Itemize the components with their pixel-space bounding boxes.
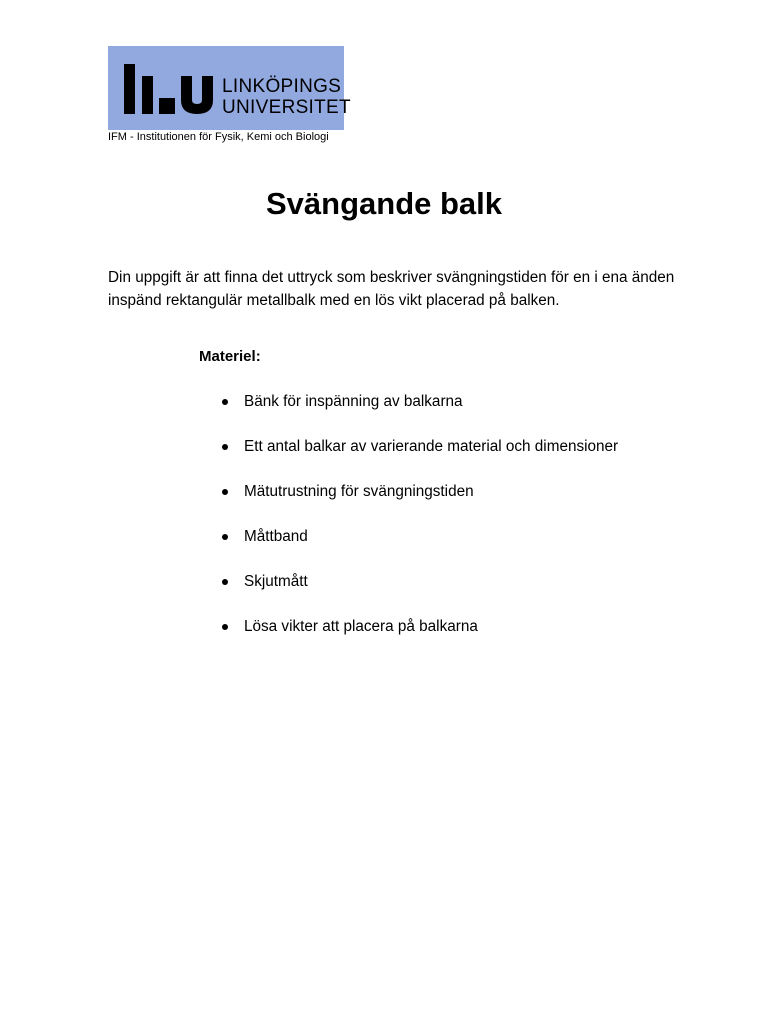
bullet-icon: [222, 534, 228, 540]
list-item-text: Skjutmått: [244, 573, 308, 590]
list-item-text: Ett antal balkar av varierande material och dimensioner: [244, 438, 619, 455]
list-item-text: Lösa vikter att placera på balkarna: [244, 618, 478, 635]
bullet-icon: [222, 399, 228, 405]
logo-line-2: UNIVERSITET: [222, 97, 351, 118]
bullet-icon: [222, 624, 228, 630]
bullet-icon: [222, 489, 228, 495]
liu-logo-mark-icon: [124, 64, 214, 114]
logo-line-1: LINKÖPINGS: [222, 76, 342, 97]
bullet-icon: [222, 444, 228, 450]
department-name: IFM - Institutionen för Fysik, Kemi och Biologi: [108, 131, 329, 143]
list-item-text: Måttband: [244, 528, 308, 545]
bullet-icon: [222, 579, 228, 585]
list-item-text: Bänk för inspänning av balkarna: [244, 393, 463, 410]
university-logo: [108, 46, 351, 130]
document-title: Svängande balk: [265, 186, 503, 221]
logo-wordmark: [222, 76, 351, 118]
list-item-text: Mätutrustning för svängningstiden: [244, 483, 474, 500]
materials-heading: Materiel:: [199, 348, 261, 365]
intro-paragraph: Din uppgift är att finna det uttryck som beskriver svängningstiden för en i ena änden inspänd rektangulär metallbalk med en lös vikt placerad på balken.: [108, 269, 675, 309]
